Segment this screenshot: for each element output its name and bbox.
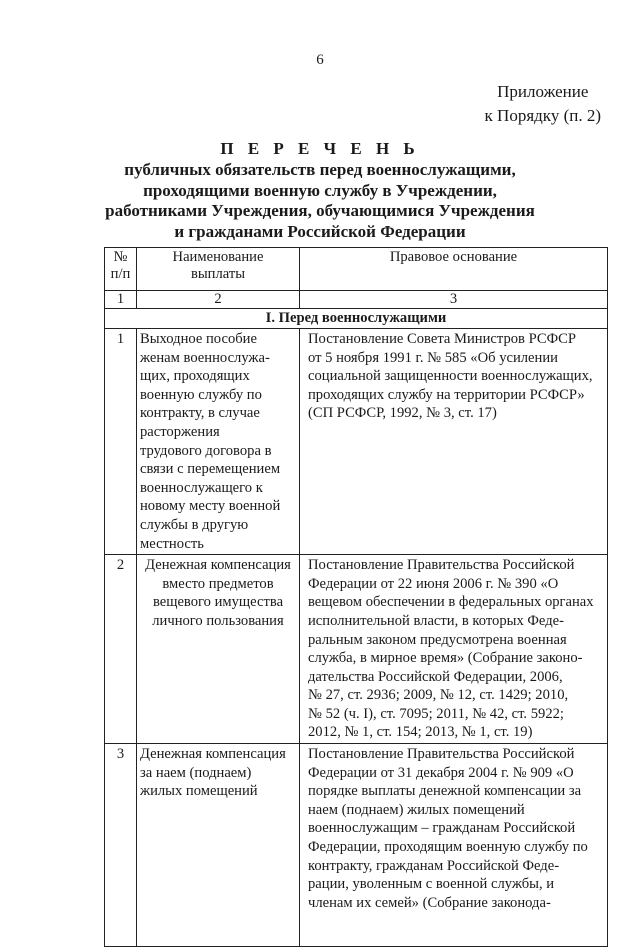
subtitle-line: и гражданами Российской Федерации: [174, 221, 466, 241]
payment-name-cell: Денежная компенсация вместо предметов вещевого имущества личного пользования: [137, 555, 300, 744]
payment-name-cell: Денежная компенсация за наем (поднаем) жилых помещений: [137, 744, 300, 947]
column-index: 3: [300, 291, 608, 309]
row-number: 2: [105, 555, 137, 744]
legal-basis-cell: Постановление Совета Министров РСФСР от 5 ноября 1991 г. № 585 «Об усилении социальной защищенности военнослужащих, проходящих службу на территории РСФСР» (СП РСФСР, 1992, № 3, ст. 17): [300, 329, 608, 555]
payment-name-cell: Выходное пособие женам военнослужа- щих, проходящих военную службу по контракту, в случае расторжения трудового договора в связи с перемещением военнослужащего к новому месту военной службы в другую местность: [137, 329, 300, 555]
header-payment-name: Наименование выплаты: [137, 248, 300, 291]
table-row: [105, 555, 608, 744]
legal-basis-cell: Постановление Правительства Российской Федерации от 22 июня 2006 г. № 390 «О вещевом обеспечении в федеральных органах исполнительной власти, в которых Феде- ральным законом предусмотрена военная служба, в мирное время» (Собрание законо- дательства Российской Федерации, 2006, № 27, ст. 2936; 2009, № 12, ст. 1429; 2010, № 52 (ч. I), ст. 7095; 2011, № 42, ст. 5922; 2012, № 1, ст. 154; 2013, № 1, ст. 19): [300, 555, 608, 744]
header-num: № п/п: [105, 248, 137, 291]
row-number: 3: [105, 744, 137, 947]
obligations-table: [104, 247, 608, 947]
section-heading: I. Перед военнослужащими: [105, 309, 608, 329]
appendix-line-2: к Порядку (п. 2): [484, 106, 601, 125]
table-header-row: [105, 248, 608, 291]
column-index: 1: [105, 291, 137, 309]
document-subtitle: [0, 160, 640, 242]
subtitle-line: публичных обязательств перед военнослужащими,: [124, 160, 516, 179]
section-row: [105, 309, 608, 329]
subtitle-line: проходящими военную службу в Учреждении,: [143, 180, 497, 200]
row-number: 1: [105, 329, 137, 555]
page-number: 6: [316, 52, 324, 68]
column-index-row: [105, 291, 608, 309]
appendix-line-1: Приложение: [497, 82, 589, 101]
subtitle-line: работниками Учреждения, обучающимися Учреждения: [105, 201, 535, 220]
column-index: 2: [137, 291, 300, 309]
table-row: [105, 329, 608, 555]
header-legal-basis: Правовое основание: [300, 248, 608, 291]
document-title: П Е Р Е Ч Е Н Ь: [220, 139, 420, 158]
table-row: [105, 744, 608, 947]
legal-basis-cell: Постановление Правительства Российской Федерации от 31 декабря 2004 г. № 909 «О порядке выплаты денежной компенсации за наем (поднаем) жилых помещений военнослужащим – гражданам Российской Федерации, проходящим военную службу по контракту, гражданам Российской Феде- рации, уволенным с военной службы, и членам их семей» (Собрание законода-: [300, 744, 608, 947]
appendix-note: [485, 80, 601, 128]
